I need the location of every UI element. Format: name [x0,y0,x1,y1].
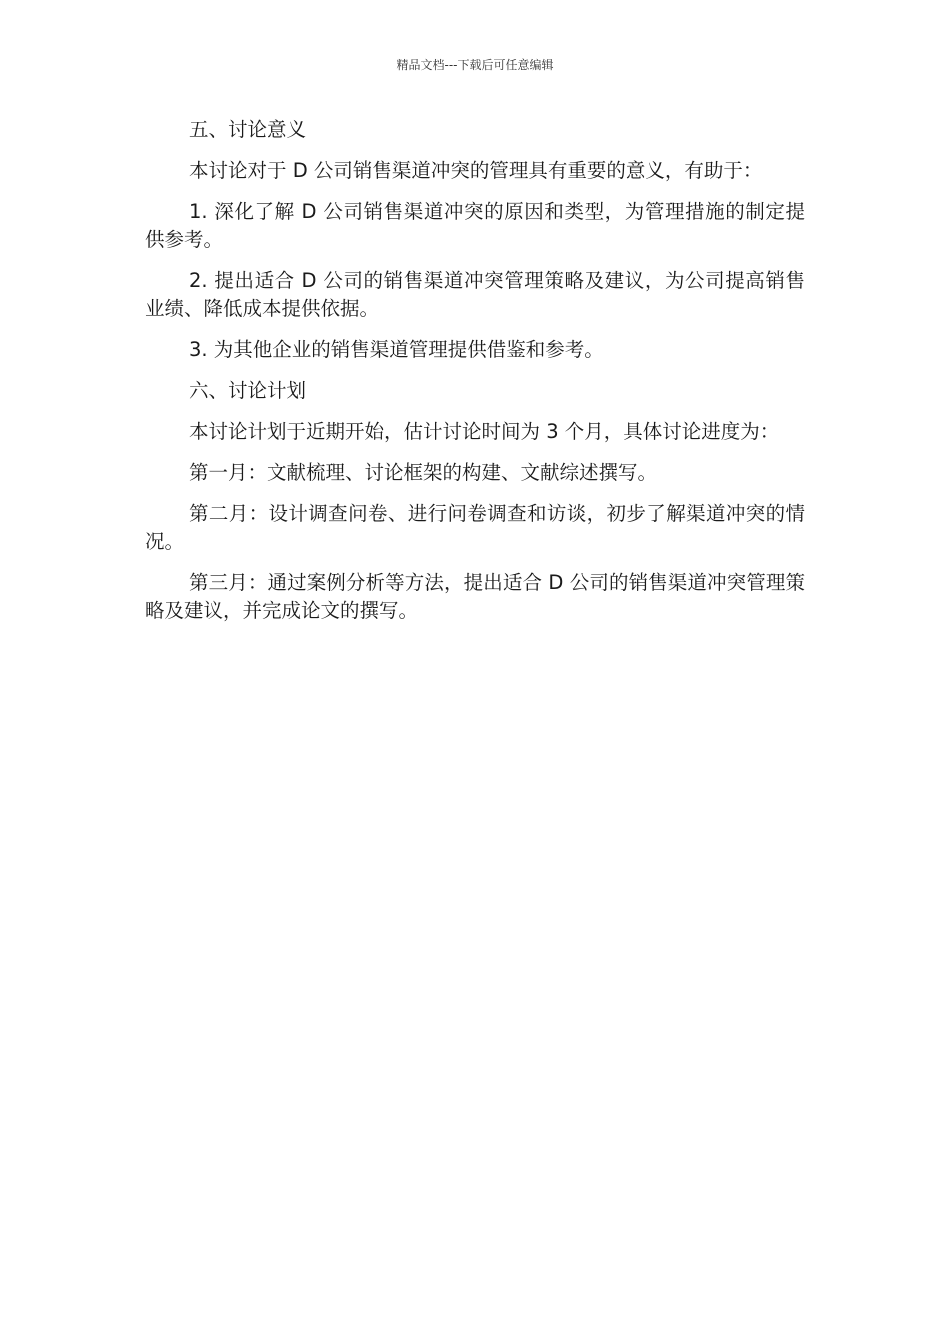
schedule-item: 第三月：通过案例分析等方法，提出适合 D 公司的销售渠道冲突管理策略及建议，并完成论文的撰写。 [145,571,805,622]
list-item: 1. 深化了解 D 公司销售渠道冲突的原因和类型，为管理措施的制定提供参考。 [145,200,805,251]
document-body [145,116,805,638]
paragraph: 本讨论计划于近期开始，估计讨论时间为 3 个月，具体讨论进度为： [189,420,780,443]
schedule-item: 第二月：设计调查问卷、进行问卷调查和访谈，初步了解渠道冲突的情况。 [145,502,805,553]
paragraph: 本讨论对于 D 公司销售渠道冲突的管理具有重要的意义，有助于： [189,159,763,182]
schedule-item: 第一月：文献梳理、讨论框架的构建、文献综述撰写。 [189,461,658,484]
list-item: 2. 提出适合 D 公司的销售渠道冲突管理策略及建议，为公司提高销售业绩、降低成本提供依据。 [145,269,805,320]
page-header: 精品文档---下载后可任意编辑 [396,58,554,72]
list-item: 3. 为其他企业的销售渠道管理提供借鉴和参考。 [189,338,604,361]
section-heading-plan: 六、讨论计划 [189,379,307,402]
section-heading-significance: 五、讨论意义 [189,118,307,141]
